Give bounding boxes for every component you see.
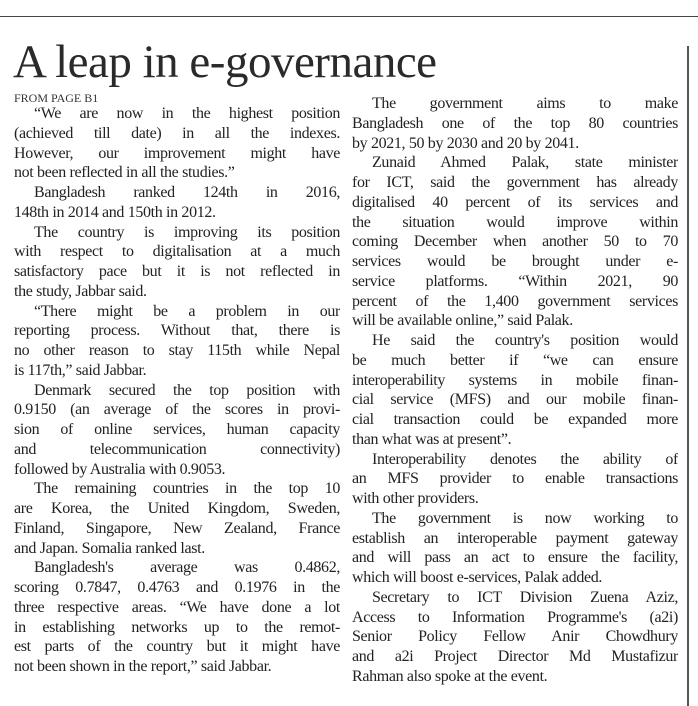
top-rule xyxy=(0,16,698,17)
paragraph xyxy=(14,104,340,183)
text-line: be much better if “we can ensure xyxy=(352,351,678,369)
headline: A leap in e-governance xyxy=(13,36,437,88)
text-line: Rahman also spoke at the event. xyxy=(352,667,548,685)
paragraph xyxy=(14,479,340,558)
text-line: no other reason to stay 115th while Nepal xyxy=(14,342,340,359)
text-line: establish an interoperable payment gateway xyxy=(352,529,678,547)
text-line: est parts of the country but it might have xyxy=(14,638,340,656)
text-line: by 2021, 50 by 2030 and 20 by 2041. xyxy=(352,134,579,152)
paragraph xyxy=(352,94,678,153)
text-line: which will boost e-services, Palak added. xyxy=(352,569,603,586)
text-line: Bangladesh one of the top 80 countries xyxy=(352,114,678,132)
text-line: an MFS provider to enable transactions xyxy=(352,470,678,488)
text-line: percent of the 1,400 government services xyxy=(352,292,678,310)
paragraph xyxy=(14,183,340,223)
text-line: sion of online services, human capacity xyxy=(14,421,340,438)
text-line: the study, Jabbar said. xyxy=(14,282,147,300)
text-line: for ICT, said the government has already xyxy=(352,174,678,191)
text-line: The remaining countries in the top 10 xyxy=(34,480,340,498)
text-line: Senior Policy Fellow Anir Chowdhury xyxy=(352,628,678,646)
text-line: Interoperability denotes the ability of xyxy=(372,450,678,468)
text-line: satisfactory pace but it is not reflected in xyxy=(14,263,340,280)
kicker-from-page: FROM PAGE B1 xyxy=(14,91,99,105)
text-line: three respective areas. “We have done a lot xyxy=(14,598,340,616)
text-line: Bangladesh ranked 124th in 2016, xyxy=(34,184,340,201)
text-line: and will pass an act to ensure the facility, xyxy=(352,549,678,567)
text-line: cial service (MFS) and our mobile finan- xyxy=(352,391,678,409)
paragraph xyxy=(14,223,340,302)
text-line: and telecommunication connectivity) xyxy=(14,440,340,458)
paragraph xyxy=(14,381,340,480)
text-line: are Korea, the United Kingdom, Sweden, xyxy=(14,500,340,517)
text-line: scoring 0.7847, 0.4763 and 0.1976 in the xyxy=(14,579,340,596)
text-line: reporting process. Without that, there is xyxy=(14,322,340,340)
text-line: (achieved till date) in all the indexes. xyxy=(14,124,340,142)
text-line: However, our improvement might have xyxy=(14,144,340,162)
text-line: Zunaid Ahmed Palak, state minister xyxy=(372,154,678,172)
text-line: Finland, Singapore, New Zealand, France xyxy=(14,519,340,537)
text-line: The country is improving its position xyxy=(34,223,340,241)
text-line: Access to Information Programme's (a2i) xyxy=(352,608,678,626)
text-line: cial transaction could be expanded more xyxy=(352,411,678,428)
text-line: and a2i Project Director Md Mustafizur xyxy=(352,648,678,665)
text-line: service platforms. “Within 2021, 90 xyxy=(352,272,678,290)
left-column xyxy=(14,104,340,677)
text-line: Secretary to ICT Division Zuena Aziz, xyxy=(372,588,678,606)
paragraph xyxy=(352,509,678,588)
text-line: “We are now in the highest position xyxy=(34,105,340,122)
text-line: not been reflected in all the studies.” xyxy=(14,164,235,182)
text-line: interoperability systems in mobile finan- xyxy=(352,371,678,389)
text-line: coming December when another 50 to 70 xyxy=(352,233,678,251)
text-line: digitalised 40 percent of its services and xyxy=(352,193,678,211)
right-column xyxy=(352,94,678,687)
text-line: will be available online,” said Palak. xyxy=(352,312,573,330)
text-line: Denmark secured the top position with xyxy=(34,381,340,399)
text-line: the situation would improve within xyxy=(352,213,678,231)
text-line: The government is now working to xyxy=(372,509,678,527)
text-line: The government aims to make xyxy=(372,95,678,112)
paragraph xyxy=(352,331,678,450)
text-line: in establishing networks up to the remot- xyxy=(14,618,340,636)
text-line: “There might be a problem in our xyxy=(34,302,340,320)
text-line: services would be brought under e- xyxy=(352,253,678,270)
text-line: 148th in 2014 and 150th in 2012. xyxy=(14,203,216,221)
text-line: than what was at present”. xyxy=(352,430,512,448)
paragraph xyxy=(14,558,340,677)
text-line: and Japan. Somalia ranked last. xyxy=(14,539,205,557)
paragraph xyxy=(14,302,340,381)
column-rule xyxy=(687,46,689,706)
paragraph xyxy=(352,588,678,687)
text-line: not been shown in the report,” said Jabbar. xyxy=(14,658,272,675)
text-line: He said the country's position would xyxy=(372,332,678,349)
text-line: followed by Australia with 0.9053. xyxy=(14,460,226,478)
text-line: with other providers. xyxy=(352,490,479,507)
paragraph xyxy=(352,153,678,331)
paragraph xyxy=(352,450,678,509)
text-line: Bangladesh's average was 0.4862, xyxy=(34,559,340,577)
text-line: is 117th,” said Jabbar. xyxy=(14,361,147,379)
text-line: 0.9150 (an average of the scores in provi- xyxy=(14,401,340,419)
text-line: with respect to digitalisation at a much xyxy=(14,243,340,261)
